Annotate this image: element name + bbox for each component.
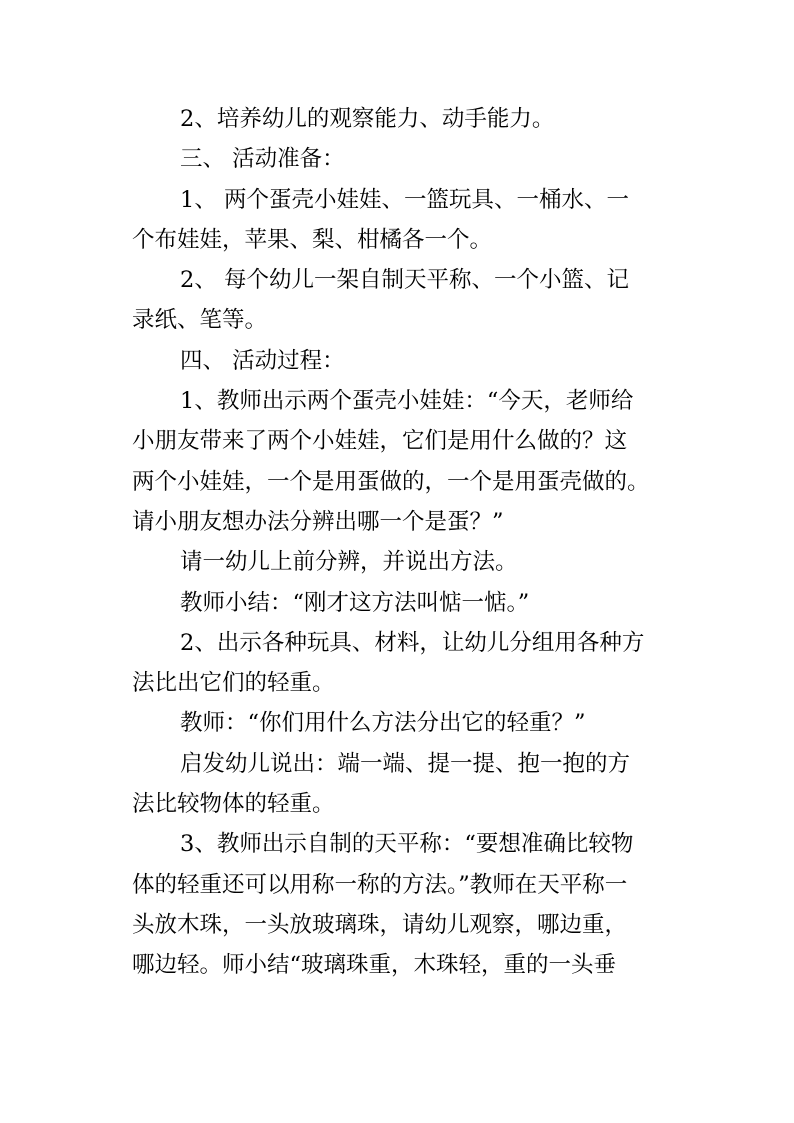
text-line-5: 2、 每个幼儿一架自制天平称、一个小篮、记: [180, 267, 629, 294]
text-line-12: 请一幼儿上前分辨，并说出方法。: [180, 549, 518, 576]
text-line-15: 法比出它们的轻重。: [132, 670, 335, 697]
text-line-9: 小朋友带来了两个小娃娃，它们是用什么做的？这: [132, 428, 628, 455]
text-line-13: 教师小结：“刚才这方法叫惦一惦。”: [180, 589, 530, 616]
text-line-10: 两个小娃娃，一个是用蛋做的，一个是用蛋壳做的。: [132, 468, 650, 495]
text-line-18: 法比较物体的轻重。: [132, 791, 335, 818]
text-line-22: 哪边轻。师小结“玻璃珠重，木珠轻，重的一头垂: [132, 952, 617, 979]
document-body: [132, 99, 672, 986]
text-line-19: 3、教师出示自制的天平称：“要想准确比较物: [180, 831, 634, 858]
text-line-2: 三、 活动准备：: [180, 146, 345, 173]
text-line-17: 启发幼儿说出：端一端、提一提、抱一抱的方: [180, 750, 631, 777]
text-line-11: 请小朋友想办法分辨出哪一个是蛋？”: [132, 508, 504, 535]
text-line-21: 头放木珠，一头放玻璃珠，请幼儿观察，哪边重，: [132, 911, 628, 938]
text-line-4: 个布娃娃，苹果、梨、柑橘各一个。: [132, 226, 493, 253]
text-line-7: 四、 活动过程：: [180, 347, 345, 374]
text-line-1: 2、培养幼儿的观察能力、动手能力。: [180, 106, 555, 132]
text-line-16: 教师：“你们用什么方法分出它的轻重？”: [180, 710, 586, 737]
text-line-6: 录纸、笔等。: [132, 307, 268, 334]
text-line-14: 2、出示各种玩具、材料，让幼儿分组用各种方: [180, 629, 645, 656]
text-line-8: 1、教师出示两个蛋壳小娃娃：“今天，老师给: [180, 388, 634, 415]
text-line-3: 1、 两个蛋壳小娃娃、一篮玩具、一桶水、一: [180, 186, 629, 213]
text-line-20: 体的轻重还可以用称一称的方法。”教师在天平称一: [132, 871, 628, 898]
